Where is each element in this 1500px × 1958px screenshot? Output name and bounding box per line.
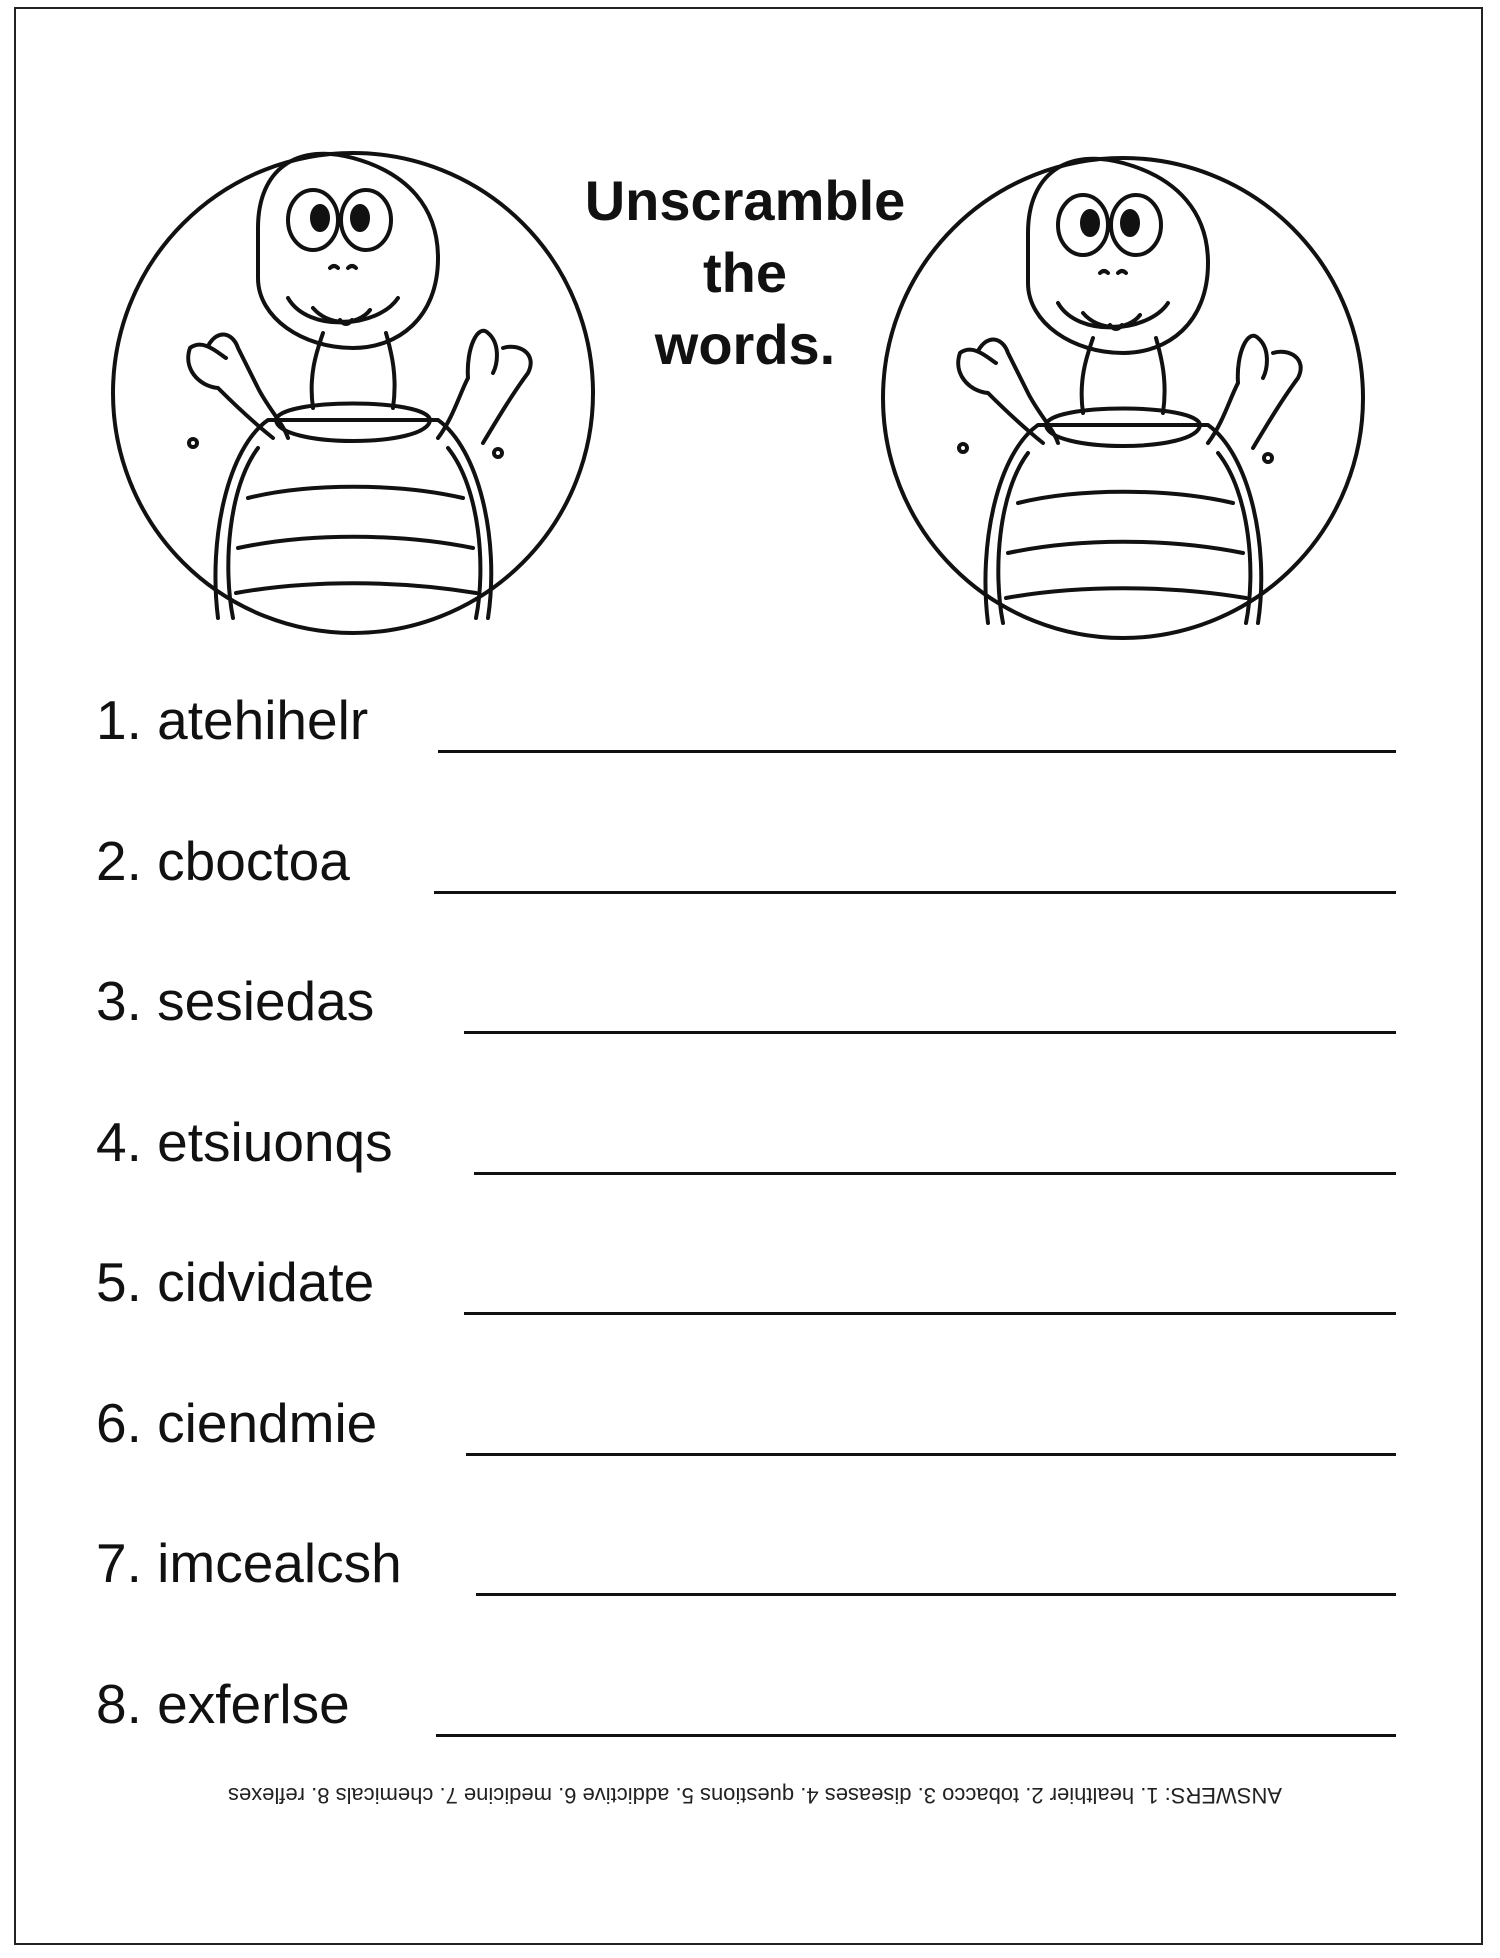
scrambled-word-2: 2. cboctoa bbox=[96, 830, 350, 892]
scrambled-word-1: 1. atehihelr bbox=[96, 689, 369, 751]
list-item bbox=[96, 1528, 1396, 1598]
title-line-2: the bbox=[703, 241, 787, 304]
scrambled-word-5: 5. cidvidate bbox=[96, 1251, 375, 1313]
title-line-3: words. bbox=[654, 313, 836, 376]
answer-line-1[interactable] bbox=[438, 750, 1396, 753]
title-line-1: Unscramble bbox=[584, 169, 906, 232]
list-item bbox=[96, 1107, 1396, 1177]
list-item bbox=[96, 966, 1396, 1036]
answer-line-6[interactable] bbox=[466, 1453, 1396, 1456]
answer-line-4[interactable] bbox=[474, 1172, 1396, 1175]
answer-key: ANSWERS: 1. healthier 2. tobacco 3. diseases 4. questions 5. addictive 6. medicine 7. chemicals 8. reflexes bbox=[227, 1783, 1283, 1808]
answer-line-2[interactable] bbox=[434, 891, 1396, 894]
answer-line-7[interactable] bbox=[476, 1593, 1396, 1596]
scrambled-word-7: 7. imcealcsh bbox=[96, 1532, 402, 1594]
answer-line-8[interactable] bbox=[436, 1734, 1396, 1737]
list-item bbox=[96, 1669, 1396, 1739]
answer-line-3[interactable] bbox=[464, 1031, 1396, 1034]
scrambled-word-4: 4. etsiuonqs bbox=[96, 1111, 393, 1173]
answer-line-5[interactable] bbox=[464, 1312, 1396, 1315]
list-item bbox=[96, 826, 1396, 896]
scrambled-word-8: 8. exferlse bbox=[96, 1673, 350, 1735]
scrambled-word-3: 3. sesiedas bbox=[96, 970, 375, 1032]
list-item bbox=[96, 1388, 1396, 1458]
scrambled-word-6: 6. ciendmie bbox=[96, 1392, 378, 1454]
list-item bbox=[96, 1247, 1396, 1317]
list-item bbox=[96, 685, 1396, 755]
